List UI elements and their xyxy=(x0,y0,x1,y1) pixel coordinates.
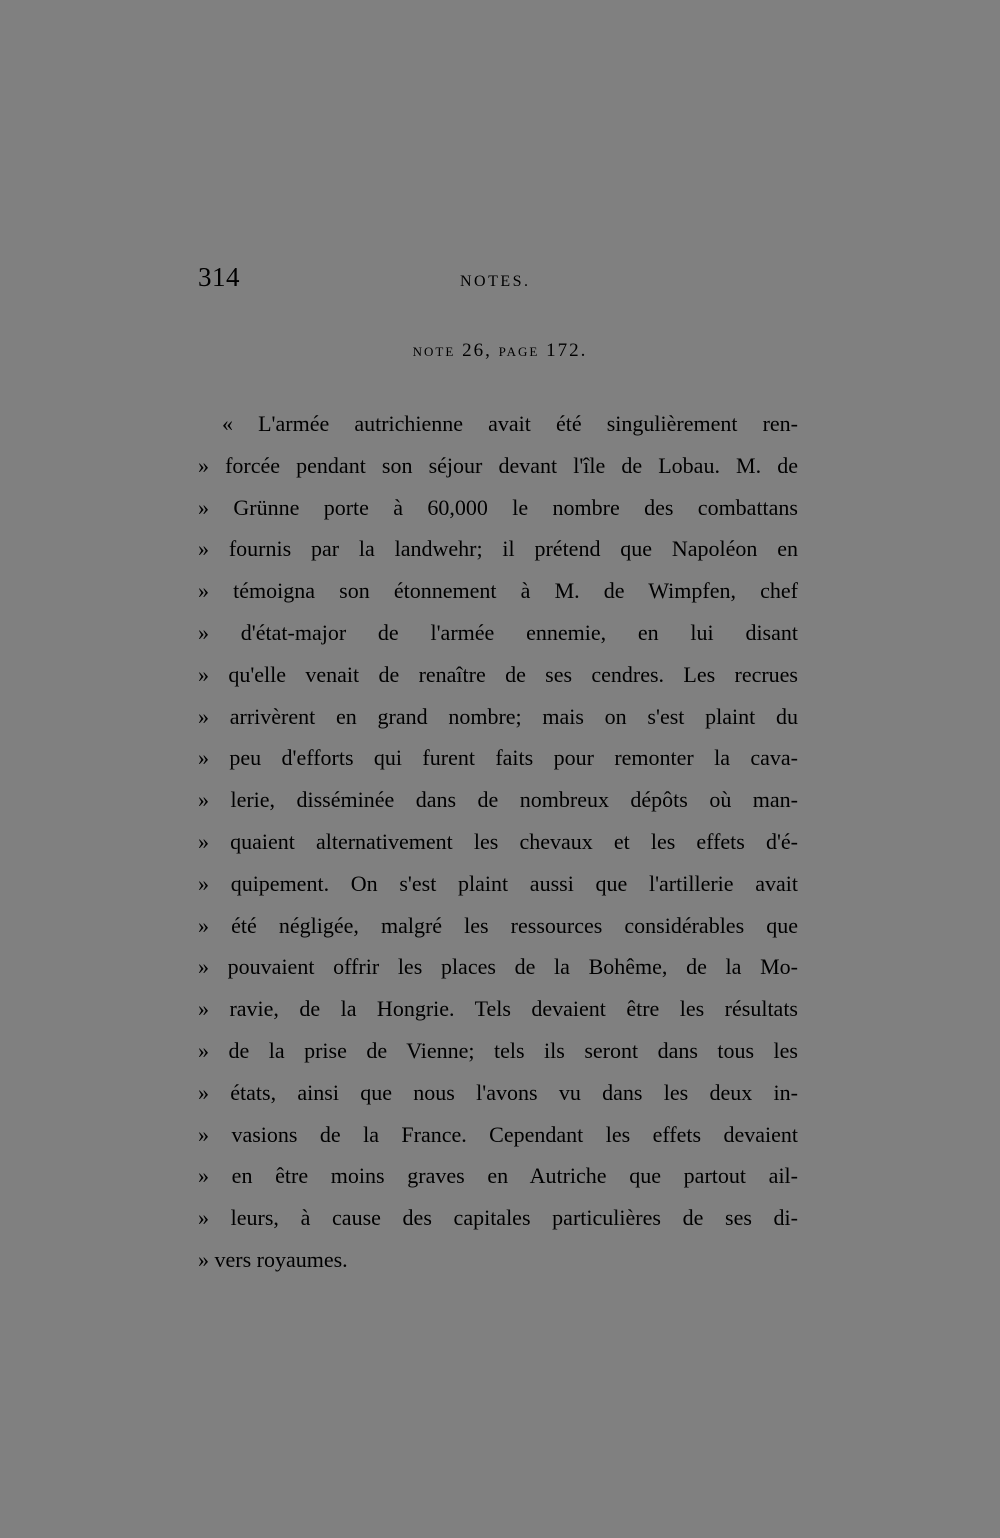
page-reference: 172. xyxy=(546,340,588,361)
running-head xyxy=(198,262,798,302)
note-number: 26, xyxy=(462,340,492,361)
text-line: » forcée pendant son séjour devant l'île de Lobau. M. de xyxy=(198,452,798,478)
text-line: » états, ainsi que nous l'avons vu dans les deux in- xyxy=(198,1079,798,1105)
text-line: » Grünne porte à 60,000 le nombre des combattans xyxy=(198,494,798,520)
note-heading xyxy=(0,340,1000,362)
text-line: » témoigna son étonnement à M. de Wimpfen, chef xyxy=(198,578,798,604)
page-number: 314 xyxy=(198,262,240,292)
text-line: » ravie, de la Hongrie. Tels devaient être les résultats xyxy=(198,996,798,1022)
text-line: » arrivèrent en grand nombre; mais on s'est plaint du xyxy=(198,703,798,729)
text-line: » de la prise de Vienne; tels ils seront dans tous les xyxy=(198,1037,798,1063)
note-body xyxy=(198,403,798,1281)
text-line: » leurs, à cause des capitales particulières de ses di- xyxy=(198,1205,798,1231)
text-line: » qu'elle venait de renaître de ses cendres. Les recrues xyxy=(198,661,798,687)
text-line: » en être moins graves en Autriche que partout ail- xyxy=(198,1163,798,1189)
text-line: » quaient alternativement les chevaux et les effets d'é- xyxy=(198,828,798,854)
text-line: » été négligée, malgré les ressources considérables que xyxy=(198,912,798,938)
text-line: « L'armée autrichienne avait été singulièrement ren- xyxy=(222,411,798,436)
text-line: » pouvaient offrir les places de la Bohême, de la Mo- xyxy=(198,954,798,980)
text-line: » quipement. On s'est plaint aussi que l'artillerie avait xyxy=(198,870,798,896)
text-line: » d'état-major de l'armée ennemie, en lui disant xyxy=(198,619,798,645)
text-line: » vasions de la France. Cependant les effets devaient xyxy=(198,1121,798,1147)
running-title: NOTES. xyxy=(460,273,531,290)
note-label: NOTE xyxy=(412,344,456,359)
page-label: PAGE xyxy=(498,344,540,359)
text-line: » fournis par la landwehr; il prétend que Napoléon en xyxy=(198,536,798,562)
text-line: » vers royaumes. xyxy=(198,1246,348,1272)
text-line: » lerie, disséminée dans de nombreux dépôts où man- xyxy=(198,787,798,813)
text-line: » peu d'efforts qui furent faits pour remonter la cava- xyxy=(198,745,798,771)
